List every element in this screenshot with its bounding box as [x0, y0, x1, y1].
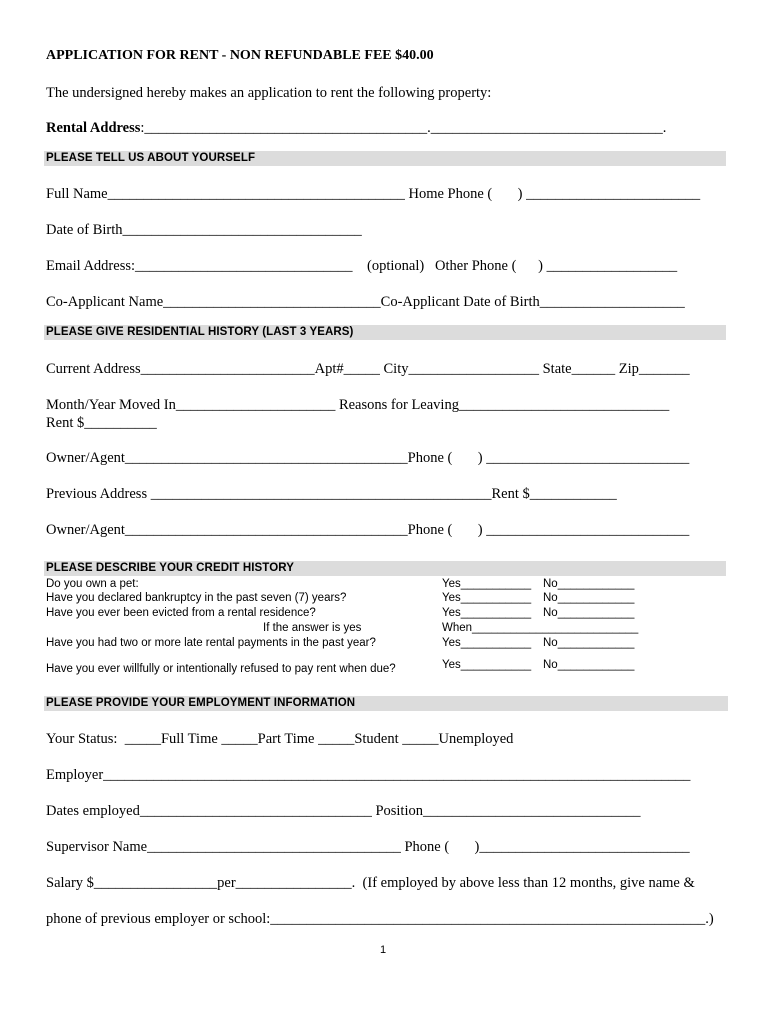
section-header-about — [44, 151, 726, 166]
intro-text: The undersigned hereby makes an application to rent the following property: — [46, 85, 492, 101]
credit-refused-no[interactable]: No____________ — [543, 659, 635, 671]
section-title: PLEASE DESCRIBE YOUR CREDIT HISTORY — [46, 562, 295, 574]
rental-address-label: Rental Address — [46, 120, 141, 136]
current-address-line[interactable]: Current Address________________________Apt#_____ City__________________ State______ Zip_______ — [46, 361, 690, 377]
section-header-employment — [44, 696, 728, 711]
credit-pet-yes[interactable]: Yes___________ — [442, 578, 532, 590]
section-title: PLEASE TELL US ABOUT YOURSELF — [46, 152, 256, 164]
credit-question-evicted: Have you ever been evicted from a rental residence? — [46, 607, 316, 619]
owner-agent-line-2[interactable]: Owner/Agent_______________________________________Phone ( ) ____________________________ — [46, 522, 690, 538]
page-number: 1 — [380, 944, 387, 956]
employer-line[interactable]: Employer_________________________________________________________________________________ — [46, 767, 691, 783]
section-header-credit — [44, 561, 726, 576]
section-header-residential — [44, 325, 726, 340]
credit-bankruptcy-no[interactable]: No____________ — [543, 592, 635, 604]
credit-question-refused-rent: Have you ever willfully or intentionally refused to pay rent when due? — [46, 663, 396, 675]
email-line[interactable]: Email Address:______________________________ (optional) Other Phone ( ) __________________ — [46, 258, 678, 274]
credit-refused-yes[interactable]: Yes___________ — [442, 659, 532, 671]
salary-line[interactable]: Salary $_________________per________________. (If employed by above less than 12 months, give name & — [46, 875, 695, 891]
moved-in-line[interactable]: Month/Year Moved In______________________ Reasons for Leaving_____________________________ — [46, 397, 670, 413]
credit-pet-no[interactable]: No____________ — [543, 578, 635, 590]
dates-employed-line[interactable]: Dates employed________________________________ Position______________________________ — [46, 803, 641, 819]
credit-question-late-payments: Have you had two or more late rental payments in the past year? — [46, 637, 376, 649]
owner-agent-line-1[interactable]: Owner/Agent_______________________________________Phone ( ) ____________________________ — [46, 450, 690, 466]
co-applicant-line[interactable]: Co-Applicant Name______________________________Co-Applicant Date of Birth____________________ — [46, 294, 685, 310]
rent-line[interactable]: Rent $__________ — [46, 415, 157, 431]
rental-address-line[interactable] — [46, 119, 666, 137]
credit-evicted-yes[interactable]: Yes___________ — [442, 607, 532, 619]
credit-bankruptcy-yes[interactable]: Yes___________ — [442, 592, 532, 604]
full-name-line[interactable]: Full Name_________________________________________ Home Phone ( ) ________________________ — [46, 186, 701, 202]
employment-status-line[interactable]: Your Status: _____Full Time _____Part Time _____Student _____Unemployed — [46, 731, 514, 747]
credit-late-yes[interactable]: Yes___________ — [442, 637, 532, 649]
credit-evicted-no[interactable]: No____________ — [543, 607, 635, 619]
supervisor-line[interactable]: Supervisor Name___________________________________ Phone ( )_____________________________ — [46, 839, 690, 855]
credit-if-yes-label: If the answer is yes — [263, 622, 362, 634]
dob-line[interactable]: Date of Birth_________________________________ — [46, 222, 362, 238]
credit-evicted-when[interactable]: When__________________________ — [442, 622, 639, 634]
credit-question-pet: Do you own a pet: — [46, 578, 139, 590]
previous-employer-line[interactable]: phone of previous employer or school:____________________________________________________________.) — [46, 911, 714, 927]
section-title: PLEASE GIVE RESIDENTIAL HISTORY (LAST 3 YEARS) — [46, 326, 354, 338]
page-title: APPLICATION FOR RENT - NON REFUNDABLE FEE $40.00 — [46, 48, 434, 63]
credit-question-bankruptcy: Have you declared bankruptcy in the past seven (7) years? — [46, 592, 347, 604]
previous-address-line[interactable]: Previous Address _______________________________________________Rent $____________ — [46, 486, 617, 502]
credit-late-no[interactable]: No____________ — [543, 637, 635, 649]
section-title: PLEASE PROVIDE YOUR EMPLOYMENT INFORMATION — [46, 697, 356, 709]
rental-address-blank[interactable]: :_______________________________________.________________________________. — [140, 120, 667, 136]
